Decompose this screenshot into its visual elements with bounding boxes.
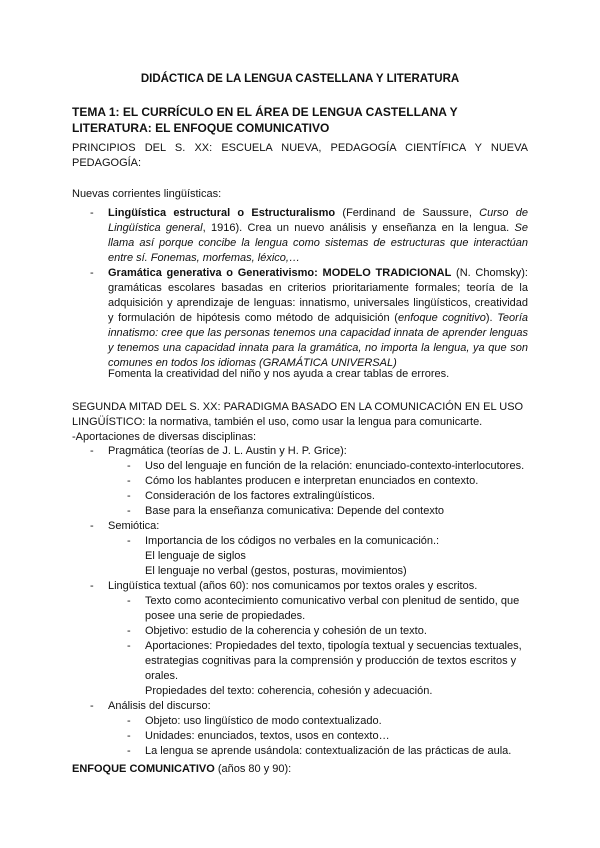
text-run: (años 80 y 90): bbox=[214, 763, 292, 775]
enfoque-term: ENFOQUE COMUNICATIVO bbox=[72, 763, 215, 775]
pragmatica-heading: Pragmática (teorías de J. L. Austin y H. P. Grice): bbox=[108, 445, 347, 457]
discurso-item: Unidades: enunciados, textos, usos en contexto… bbox=[145, 730, 390, 742]
estructuralismo-term: Lingüística estructural o Estructuralismo bbox=[108, 207, 336, 219]
text-run-italic: Curso de Lingüística general bbox=[108, 207, 528, 234]
bullet-dash: - bbox=[127, 595, 131, 607]
segunda-mitad-paragraph: SEGUNDA MITAD DEL S. XX: PARADIGMA BASADO EN LA COMUNICACIÓN EN EL USO LINGÜÍSTICO: la normativa, también el uso, como usar la lengua para comunicarte. bbox=[72, 401, 524, 428]
text-run: ). bbox=[485, 312, 498, 324]
bullet-dash: - bbox=[127, 490, 131, 502]
tema-heading: TEMA 1: EL CURRÍCULO EN EL ÁREA DE LENGUA CASTELLANA Y LITERATURA: EL ENFOQUE COMUNICATIVO bbox=[72, 105, 458, 135]
nuevas-corrientes-label: Nuevas corrientes lingüísticas: bbox=[72, 188, 222, 200]
bullet-dash: - bbox=[127, 475, 131, 487]
bullet-dash: - bbox=[90, 267, 94, 279]
semiotica-subline: El lenguaje no verbal (gestos, posturas, movimientos) bbox=[145, 565, 407, 577]
bullet-dash: - bbox=[90, 207, 94, 219]
pragmatica-item: Consideración de los factores extralingüísticos. bbox=[145, 490, 375, 502]
bullet-dash: - bbox=[127, 505, 131, 517]
textual-item: Aportaciones: Propiedades del texto, tipología textual y secuencias textuales, estrategias cognitivas para la comprensión y producción de textos escritos y orales. bbox=[145, 640, 522, 682]
discurso-item: La lengua se aprende usándola: contextualización de las prácticas de aula. bbox=[145, 745, 512, 757]
text-run: (N. Chomsky): gramáticas escolares basadas en criterios prioritariamente formales; teoría de la adquisición y aprendizaje de lenguas: innatismo, universales lingüísticos, creatividad y formulación de hipótesis como método de adquisición ( bbox=[108, 267, 528, 324]
textual-propiedades: Propiedades del texto: coherencia, cohesión y adecuación. bbox=[145, 685, 433, 697]
semiotica-heading: Semiótica: bbox=[108, 520, 160, 532]
bullet-dash: - bbox=[127, 640, 131, 652]
pragmatica-item: Base para la enseñanza comunicativa: Depende del contexto bbox=[145, 505, 445, 517]
bullet-dash: - bbox=[90, 520, 94, 532]
fomenta-line: Fomenta la creatividad del niño y nos ayuda a crear tablas de errores. bbox=[108, 368, 450, 380]
bullet-dash: - bbox=[127, 625, 131, 637]
bullet-dash: - bbox=[90, 580, 94, 592]
semiotica-subline: El lenguaje de siglos bbox=[145, 550, 246, 562]
bullet-dash: - bbox=[127, 730, 131, 742]
principios-heading: PRINCIPIOS DEL S. XX: ESCUELA NUEVA, PEDAGOGÍA CIENTÍFICA Y NUEVA PEDAGOGÍA: bbox=[72, 142, 528, 169]
pragmatica-item: Cómo los hablantes producen e interpretan enunciados en contexto. bbox=[145, 475, 479, 487]
text-run-italic: Se llama así porque concibe la lengua como sistemas de estructuras que interactúan entre sí. Fonemas, morfemas, léxico,… bbox=[108, 222, 528, 264]
textual-heading: Lingüística textual (años 60): nos comunicamos por textos orales y escritos. bbox=[108, 580, 478, 592]
textual-item: Objetivo: estudio de la coherencia y cohesión de un texto. bbox=[145, 625, 427, 637]
generativismo-term: Gramática generativa o Generativismo: MODELO TRADICIONAL bbox=[108, 267, 452, 279]
bullet-dash: - bbox=[90, 445, 94, 457]
estructuralismo-paragraph bbox=[108, 206, 528, 266]
bullet-dash: - bbox=[127, 715, 131, 727]
text-run: (Ferdinand de Saussure, bbox=[335, 207, 480, 219]
bullet-dash: - bbox=[127, 535, 131, 547]
discurso-item: Objeto: uso lingüístico de modo contextualizado. bbox=[145, 715, 382, 727]
text-run-italic: Teoría innatismo: cree que las personas tenemos una capacidad innata de aprender lenguas y tenemos una capacidad innata para la gramática, no importa la lengua, ya que son comunes en todos los idiomas (GRAMÁTICA UNIVERSAL) bbox=[108, 312, 529, 369]
bullet-dash: - bbox=[90, 700, 94, 712]
pragmatica-item: Uso del lenguaje en función de la relación: enunciado-contexto-interlocutores. bbox=[145, 460, 525, 472]
enfoque-heading bbox=[72, 762, 528, 777]
document-title: DIDÁCTICA DE LA LENGUA CASTELLANA Y LITERATURA bbox=[140, 73, 460, 85]
aportaciones-label: -Aportaciones de diversas disciplinas: bbox=[72, 431, 257, 443]
discurso-heading: Análisis del discurso: bbox=[108, 700, 211, 712]
semiotica-item: Importancia de los códigos no verbales en la comunicación.: bbox=[145, 535, 440, 547]
generativismo-paragraph bbox=[108, 266, 528, 371]
text-run-italic: enfoque cognitivo bbox=[397, 312, 486, 324]
bullet-dash: - bbox=[127, 460, 131, 472]
bullet-dash: - bbox=[127, 745, 131, 757]
textual-item: Texto como acontecimiento comunicativo verbal con plenitud de sentido, que posee una serie de propiedades. bbox=[145, 595, 520, 622]
text-run: , 1916). Crea un nuevo análisis y enseñanza en la lengua. bbox=[202, 222, 515, 234]
